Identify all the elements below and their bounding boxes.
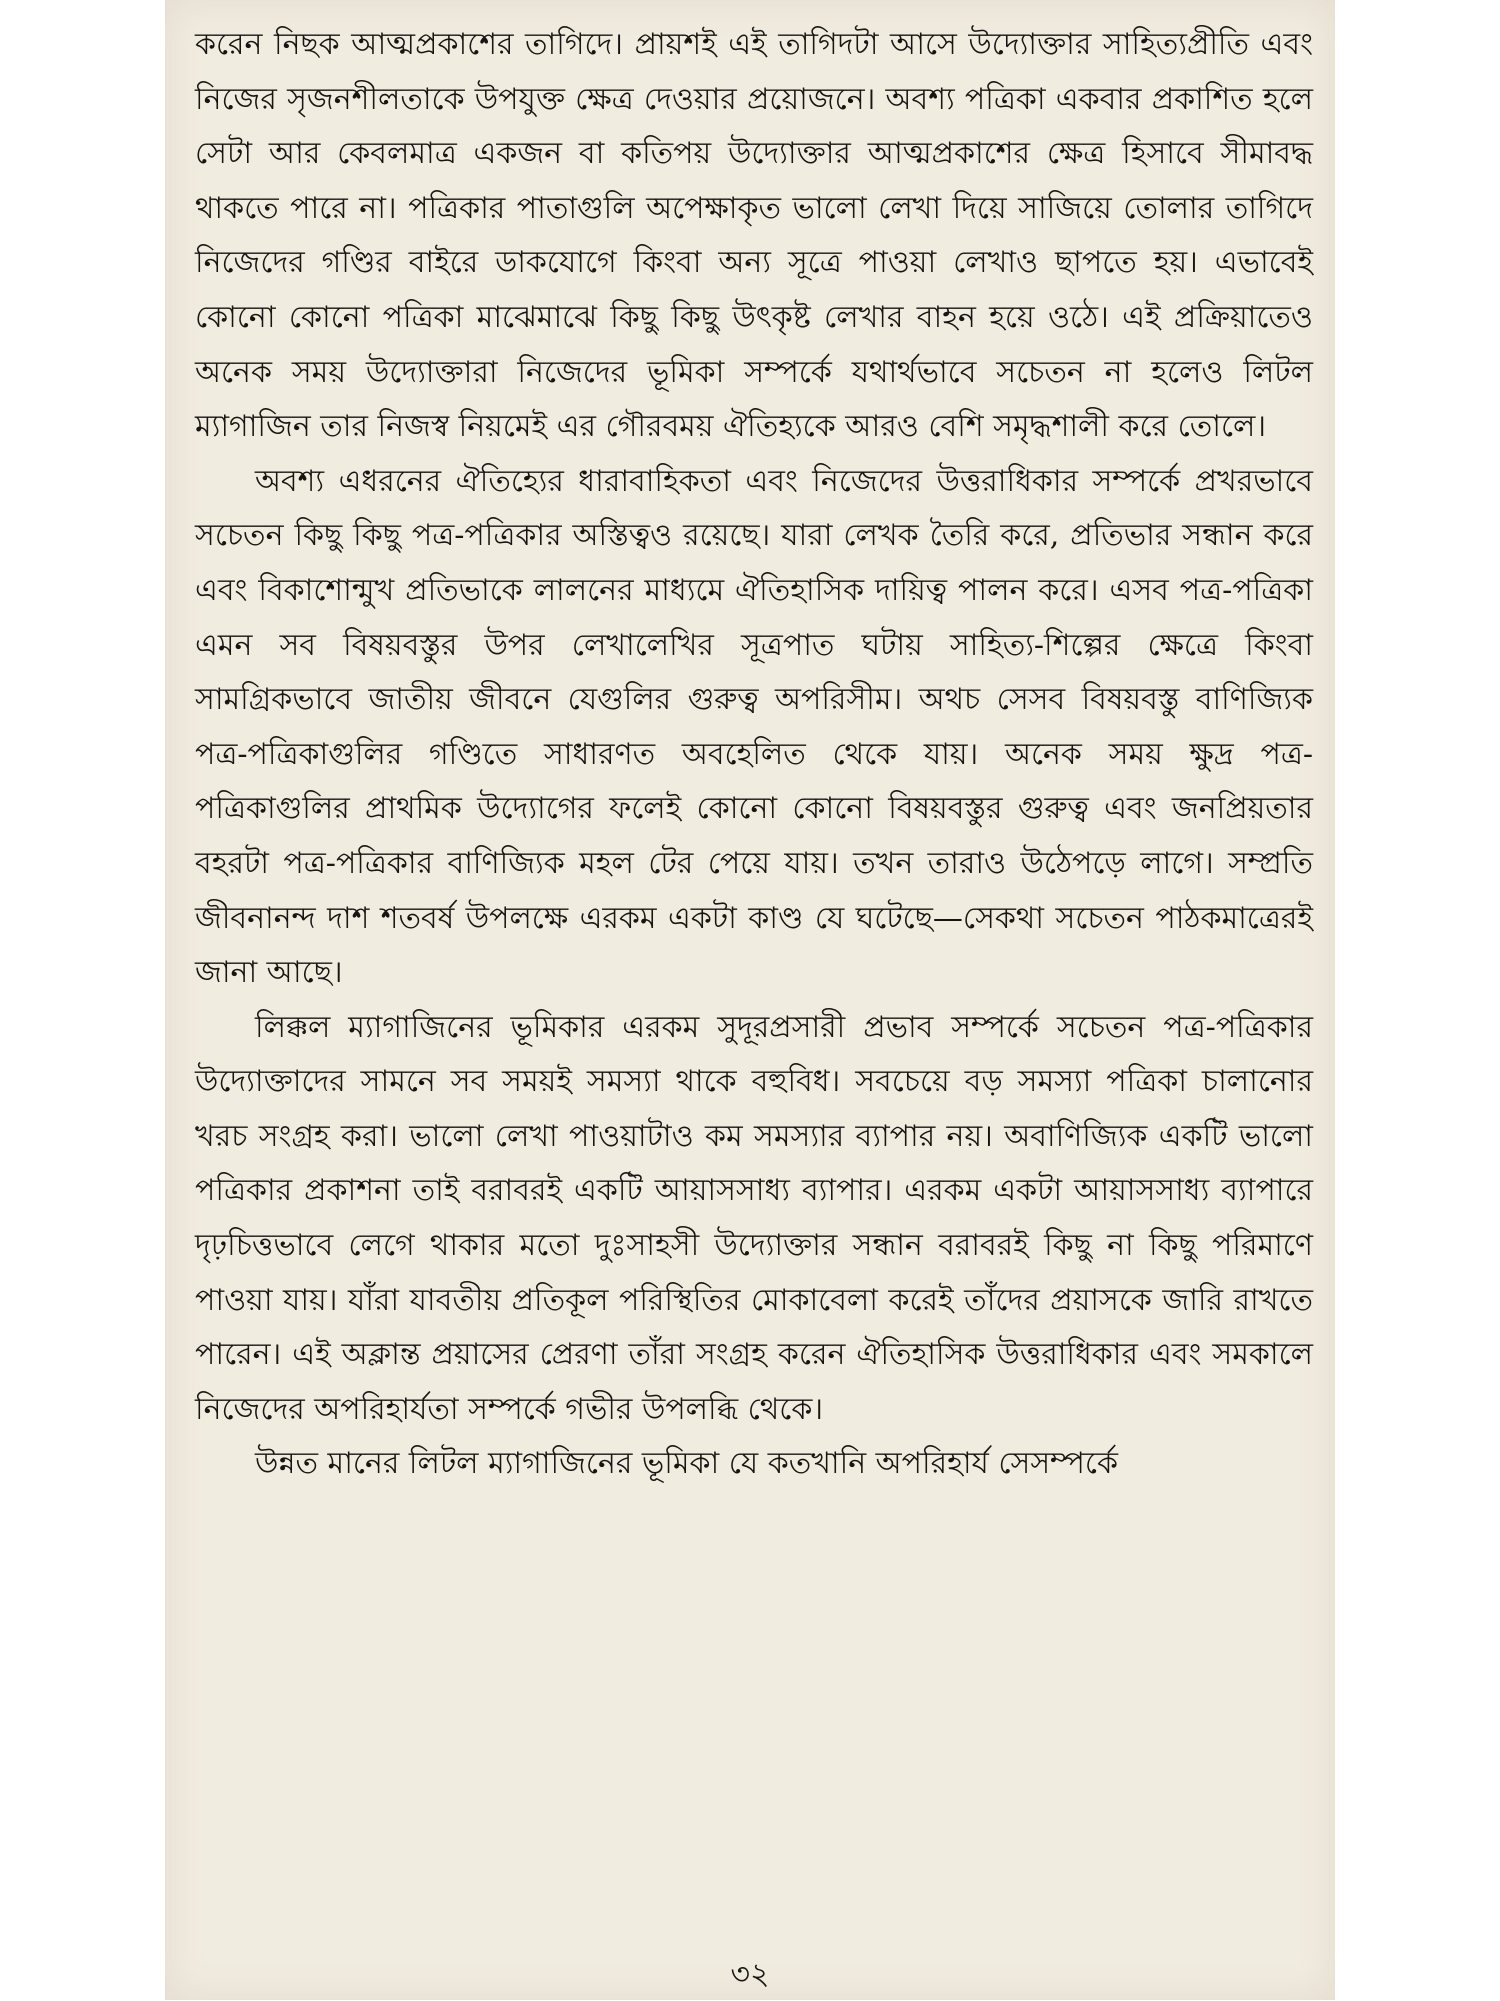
paragraph-3: লিক্কল ম্যাগাজিনের ভূমিকার এরকম সুদূরপ্রসারী প্রভাব সম্পর্কে সচেতন পত্র-পত্রিকার উদ্যোক্তাদের সামনে সব সময়ই সমস্যা থাকে বহুবিধ। সবচেয়ে বড় সমস্যা পত্রিকা চালানোর খরচ সংগ্রহ করা। ভালো লেখা পাওয়াটাও কম সমস্যার ব্যাপার নয়। অবাণিজ্যিক একটি ভালো পত্রিকার প্রকাশনা তাই বরাবরই একটি আয়াসসাধ্য ব্যাপার। এরকম একটা আয়াসসাধ্য ব্যাপারে দৃঢ়চিত্তভাবে লেগে থাকার মতো দুঃসাহসী উদ্যোক্তার সন্ধান বরাবরই কিছু না কিছু পরিমাণে পাওয়া যায়। যাঁরা যাবতীয় প্রতিকূল পরিস্থিতির মোকাবেলা করেই তাঁদের প্রয়াসকে জারি রাখতে পারেন। এই অক্লান্ত প্রয়াসের প্রেরণা তাঁরা সংগ্রহ করেন ঐতিহাসিক উত্তরাধিকার এবং সমকালে নিজেদের অপরিহার্যতা সম্পর্কে গভীর উপলব্ধি থেকে।: [195, 1009, 1313, 1427]
paragraph-1: করেন নিছক আত্মপ্রকাশের তাগিদে। প্রায়শই এই তাগিদটা আসে উদ্যোক্তার সাহিত্যপ্রীতি এবং নিজের সৃজনশীলতাকে উপযুক্ত ক্ষেত্র দেওয়ার প্রয়োজনে। অবশ্য পত্রিকা একবার প্রকাশিত হলে সেটা আর কেবলমাত্র একজন বা কতিপয় উদ্যোক্তার আত্মপ্রকাশের ক্ষেত্র হিসাবে সীমাবদ্ধ থাকতে পারে না। পত্রিকার পাতাগুলি অপেক্ষাকৃত ভালো লেখা দিয়ে সাজিয়ে তোলার তাগিদে নিজেদের গণ্ডির বাইরে ডাকযোগে কিংবা অন্য সূত্রে পাওয়া লেখাও ছাপতে হয়। এভাবেই কোনো কোনো পত্রিকা মাঝেমাঝে কিছু কিছু উৎকৃষ্ট লেখার বাহন হয়ে ওঠে। এই প্রক্রিয়াতেও অনেক সময় উদ্যোক্তারা নিজেদের ভূমিকা সম্পর্কে যথার্থভাবে সচেতন না হলেও লিটল ম্যাগাজিন তার নিজস্ব নিয়মেই এর গৌরবময় ঐতিহ্যকে আরও বেশি সমৃদ্ধশালী করে তোলে।: [195, 27, 1313, 445]
body-text: [195, 18, 1313, 1492]
book-page: [165, 0, 1335, 2000]
paragraph-4: উন্নত মানের লিটল ম্যাগাজিনের ভূমিকা যে কতখানি অপরিহার্য সেসম্পর্কে: [255, 1446, 1118, 1482]
page-number: ৩২: [730, 1957, 770, 1992]
paragraph-2: অবশ্য এধরনের ঐতিহ্যের ধারাবাহিকতা এবং নিজেদের উত্তরাধিকার সম্পর্কে প্রখরভাবে সচেতন কিছু কিছু পত্র-পত্রিকার অস্তিত্বও রয়েছে। যারা লেখক তৈরি করে, প্রতিভার সন্ধান করে এবং বিকাশোন্মুখ প্রতিভাকে লালনের মাধ্যমে ঐতিহাসিক দায়িত্ব পালন করে। এসব পত্র-পত্রিকা এমন সব বিষয়বস্তুর উপর লেখালেখির সূত্রপাত ঘটায় সাহিত্য-শিল্পের ক্ষেত্রে কিংবা সামগ্রিকভাবে জাতীয় জীবনে যেগুলির গুরুত্ব অপরিসীম। অথচ সেসব বিষয়বস্তু বাণিজ্যিক পত্র-পত্রিকাগুলির গণ্ডিতে সাধারণত অবহেলিত থেকে যায়। অনেক সময় ক্ষুদ্র পত্র-পত্রিকাগুলির প্রাথমিক উদ্যোগের ফলেই কোনো কোনো বিষয়বস্তুর গুরুত্ব এবং জনপ্রিয়তার বহরটা পত্র-পত্রিকার বাণিজ্যিক মহল টের পেয়ে যায়। তখন তারাও উঠেপড়ে লাগে। সম্প্রতি জীবনানন্দ দাশ শতবর্ষ উপলক্ষে এরকম একটা কাণ্ড যে ঘটেছে—সেকথা সচেতন পাঠকমাত্রেরই জানা আছে।: [195, 463, 1313, 991]
